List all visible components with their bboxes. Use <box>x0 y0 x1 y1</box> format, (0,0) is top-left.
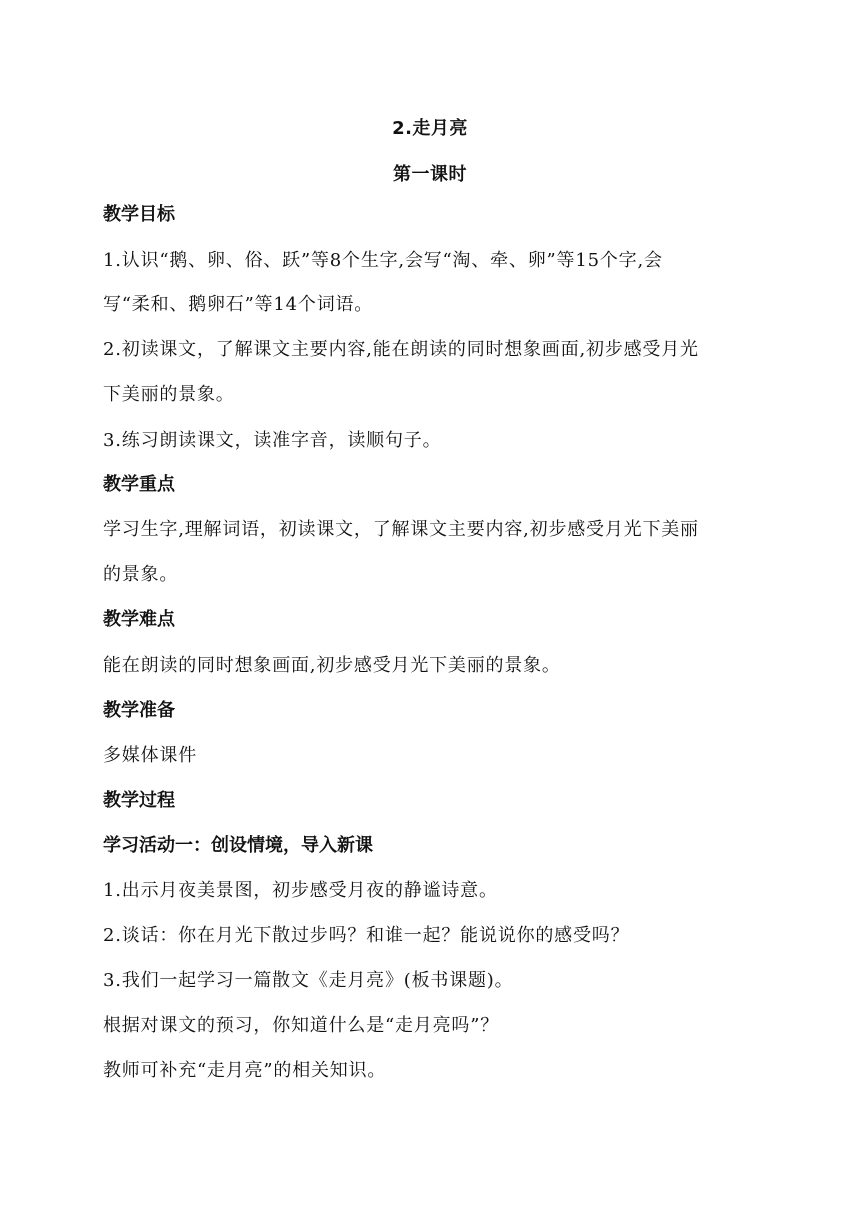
goals-heading: 教学目标 <box>103 204 175 225</box>
activity-step-4: 根据对课文的预习，你知道什么是“走月亮吗”？ <box>103 1015 500 1036</box>
goal-2-line-2: 下美丽的景象。 <box>103 384 235 405</box>
key-points-line-2: 的景象。 <box>103 564 179 585</box>
key-points-line-1: 学习生字,理解词语，初读课文，了解课文主要内容,初步感受月光下美丽 <box>103 519 699 540</box>
document-title: 2.走月亮 <box>392 118 468 139</box>
preparation-text: 多媒体课件 <box>103 745 197 766</box>
activity-step-1: 1.出示月夜美景图，初步感受月夜的静谧诗意。 <box>103 880 498 901</box>
goal-2-line-1: 2.初读课文，了解课文主要内容,能在朗读的同时想象画面,初步感受月光 <box>103 339 699 360</box>
activity-1-heading: 学习活动一：创设情境，导入新课 <box>103 835 373 856</box>
process-heading: 教学过程 <box>103 790 175 811</box>
activity-step-3: 3.我们一起学习一篇散文《走月亮》(板书课题)。 <box>103 970 514 991</box>
preparation-heading: 教学准备 <box>103 700 175 721</box>
goal-3: 3.练习朗读课文，读准字音，读顺句子。 <box>103 430 442 451</box>
difficulty-heading: 教学难点 <box>103 609 175 630</box>
key-points-heading: 教学重点 <box>103 474 175 495</box>
goal-1-line-2: 写“柔和、鹅卵石”等14个词语。 <box>103 294 374 315</box>
difficulty-text: 能在朗读的同时想象画面,初步感受月光下美丽的景象。 <box>103 655 561 676</box>
goal-1-line-1: 1.认识“鹅、卵、俗、跃”等8个生字,会写“淘、牵、卵”等15个字,会 <box>103 250 663 271</box>
activity-step-5: 教师可补充“走月亮”的相关知识。 <box>103 1060 387 1081</box>
document-subtitle: 第一课时 <box>393 164 467 185</box>
activity-step-2: 2.谈话：你在月光下散过步吗？和谁一起？能说说你的感受吗？ <box>103 925 630 946</box>
